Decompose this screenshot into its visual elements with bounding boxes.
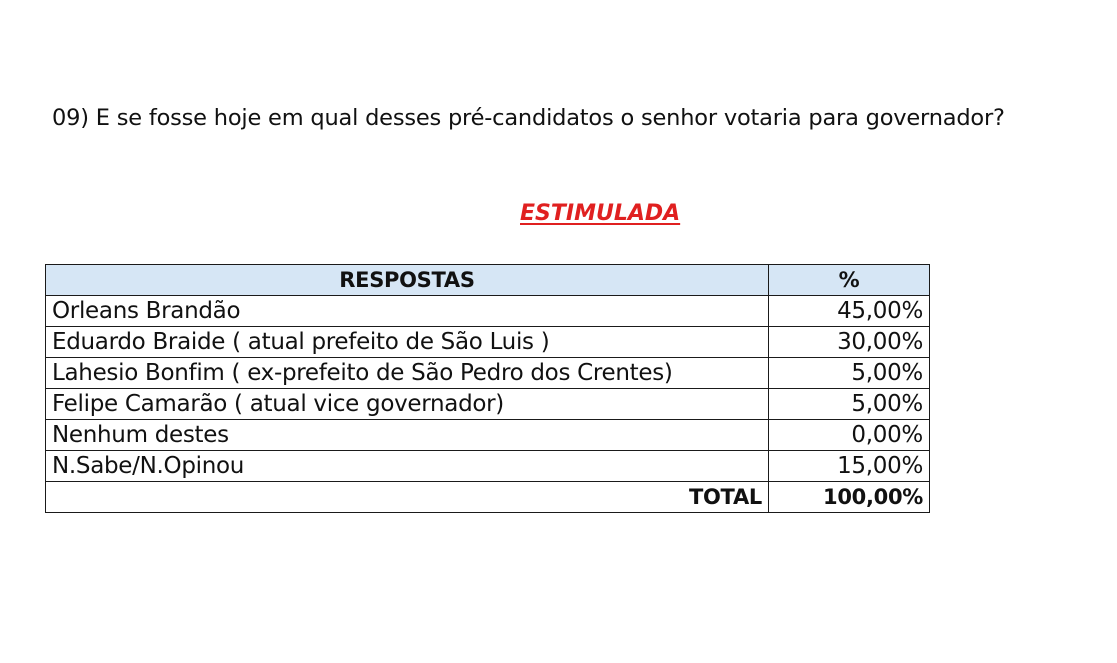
row-value: 15,00% xyxy=(769,451,930,482)
table-row xyxy=(46,389,930,420)
total-value: 100,00% xyxy=(769,482,930,513)
row-value: 5,00% xyxy=(769,358,930,389)
row-label: Lahesio Bonfim ( ex-prefeito de São Pedro dos Crentes) xyxy=(46,358,769,389)
row-label: N.Sabe/N.Opinou xyxy=(46,451,769,482)
header-respostas: RESPOSTAS xyxy=(46,265,769,296)
subtitle-estimulada: ESTIMULADA xyxy=(520,201,681,226)
table-row xyxy=(46,296,930,327)
table-row xyxy=(46,451,930,482)
row-label: Eduardo Braide ( atual prefeito de São Luis ) xyxy=(46,327,769,358)
total-label: TOTAL xyxy=(46,482,769,513)
row-label: Orleans Brandão xyxy=(46,296,769,327)
results-table xyxy=(45,264,930,513)
row-label: Felipe Camarão ( atual vice governador) xyxy=(46,389,769,420)
header-percent: % xyxy=(769,265,930,296)
table-row xyxy=(46,327,930,358)
row-value: 0,00% xyxy=(769,420,930,451)
table-header-row xyxy=(46,265,930,296)
row-value: 30,00% xyxy=(769,327,930,358)
total-row xyxy=(46,482,930,513)
row-value: 5,00% xyxy=(769,389,930,420)
table-row xyxy=(46,420,930,451)
row-value: 45,00% xyxy=(769,296,930,327)
question-text: 09) E se fosse hoje em qual desses pré-candidatos o senhor votaria para governador? xyxy=(52,105,1005,131)
table-row xyxy=(46,358,930,389)
row-label: Nenhum destes xyxy=(46,420,769,451)
